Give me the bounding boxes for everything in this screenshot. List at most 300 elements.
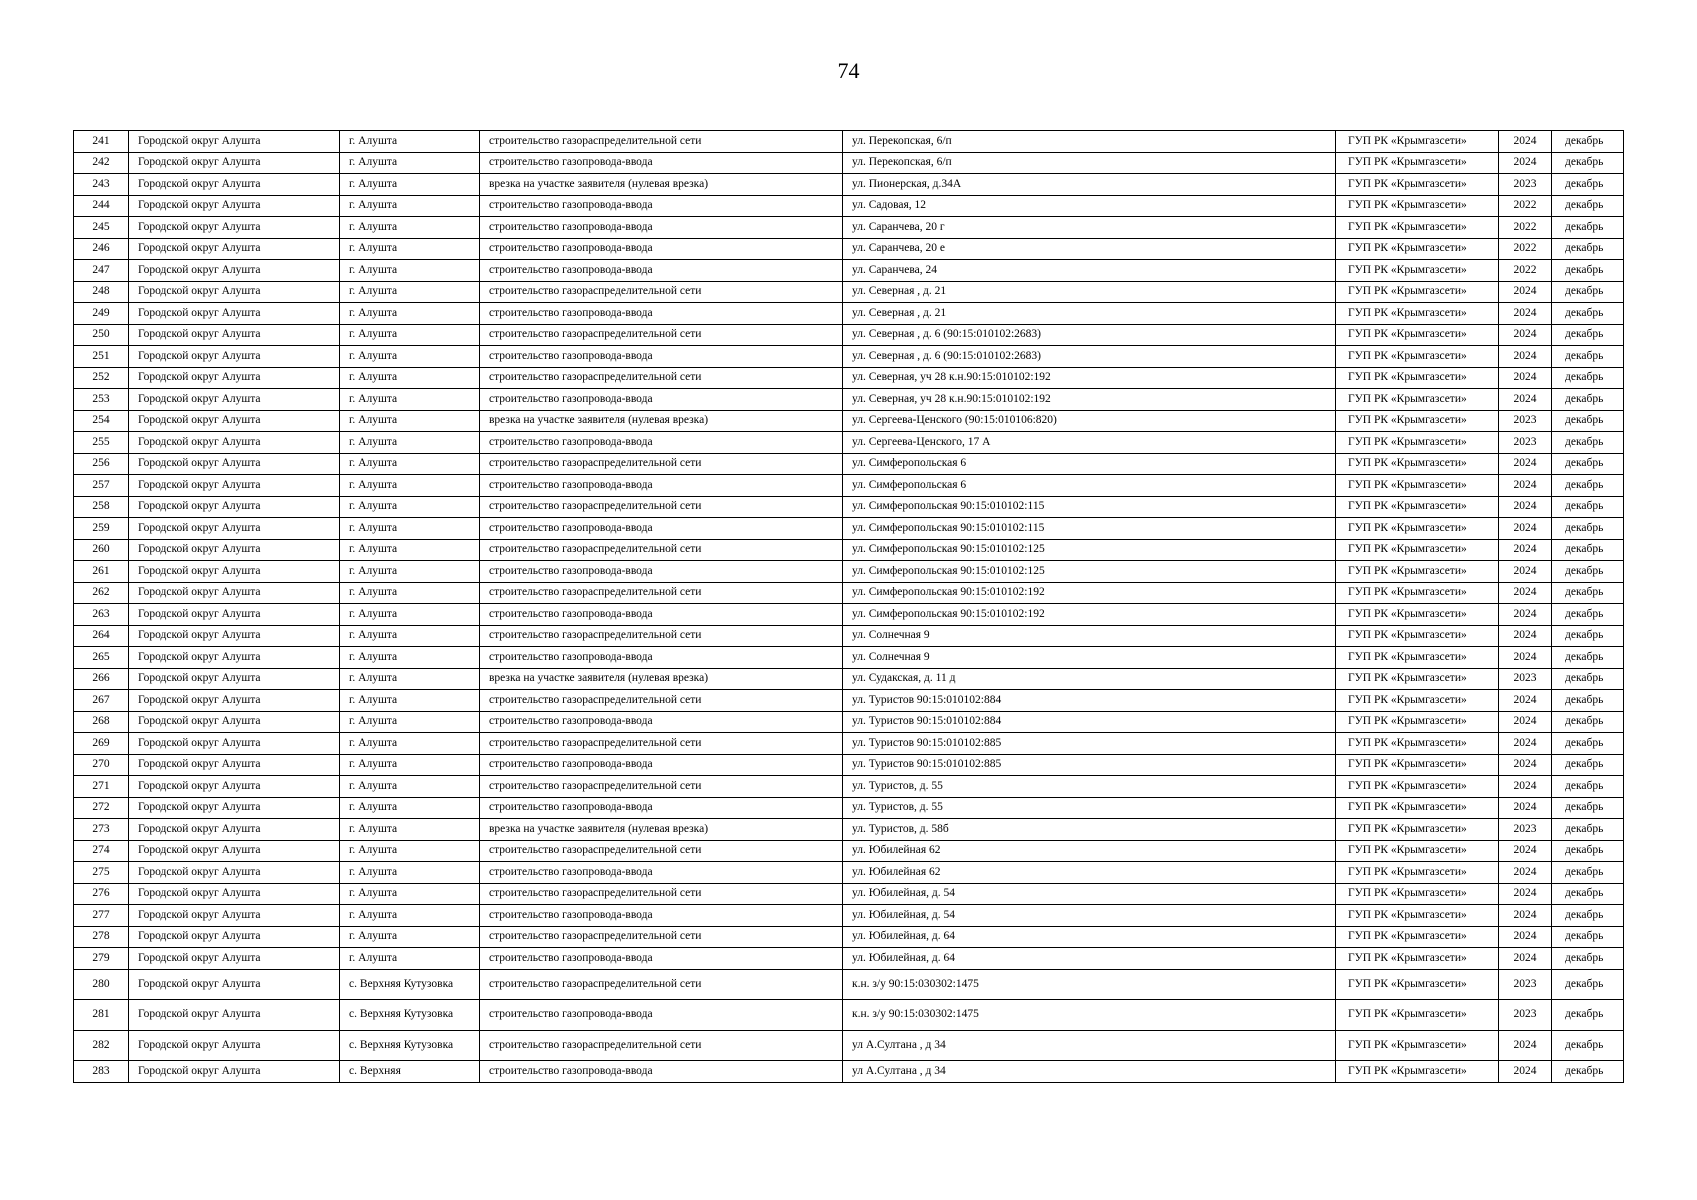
district-cell: Городской округ Алушта [129, 475, 340, 497]
address-cell: ул. Юбилейная, д. 54 [843, 905, 1336, 927]
month-cell: декабрь [1552, 883, 1624, 905]
year-cell: 2022 [1499, 217, 1552, 239]
district-cell: Городской округ Алушта [129, 582, 340, 604]
work-type-cell: врезка на участке заявителя (нулевая врезка) [480, 668, 843, 690]
row-number: 277 [74, 905, 129, 927]
row-number: 250 [74, 324, 129, 346]
locality-cell: г. Алушта [340, 883, 480, 905]
work-type-cell: строительство газопровода-ввода [480, 948, 843, 970]
month-cell: декабрь [1552, 346, 1624, 368]
row-number: 258 [74, 496, 129, 518]
table-row [74, 217, 1624, 239]
year-cell: 2024 [1499, 389, 1552, 411]
address-cell: ул. Туристов 90:15:010102:885 [843, 733, 1336, 755]
district-cell: Городской округ Алушта [129, 152, 340, 174]
work-type-cell: строительство газораспределительной сети [480, 281, 843, 303]
locality-cell: г. Алушта [340, 217, 480, 239]
table-row [74, 711, 1624, 733]
year-cell: 2024 [1499, 324, 1552, 346]
address-cell: ул. Симферопольская 6 [843, 475, 1336, 497]
table-row [74, 883, 1624, 905]
district-cell: Городской округ Алушта [129, 260, 340, 282]
row-number: 246 [74, 238, 129, 260]
address-cell: к.н. з/у 90:15:030302:1475 [843, 1000, 1336, 1031]
work-type-cell: строительство газопровода-ввода [480, 647, 843, 669]
work-type-cell: строительство газораспределительной сети [480, 453, 843, 475]
year-cell: 2024 [1499, 948, 1552, 970]
district-cell: Городской округ Алушта [129, 711, 340, 733]
locality-cell: г. Алушта [340, 432, 480, 454]
table-row [74, 797, 1624, 819]
row-number: 255 [74, 432, 129, 454]
address-cell: ул. Юбилейная 62 [843, 862, 1336, 884]
month-cell: декабрь [1552, 969, 1624, 1000]
organization-cell: ГУП РК «Крымгазсети» [1336, 754, 1499, 776]
year-cell: 2024 [1499, 840, 1552, 862]
row-number: 261 [74, 561, 129, 583]
address-cell: ул. Садовая, 12 [843, 195, 1336, 217]
year-cell: 2023 [1499, 410, 1552, 432]
month-cell: декабрь [1552, 797, 1624, 819]
year-cell: 2024 [1499, 1061, 1552, 1083]
table-row [74, 926, 1624, 948]
locality-cell: г. Алушта [340, 625, 480, 647]
row-number: 280 [74, 969, 129, 1000]
district-cell: Городской округ Алушта [129, 926, 340, 948]
table-row [74, 475, 1624, 497]
district-cell: Городской округ Алушта [129, 389, 340, 411]
work-type-cell: строительство газораспределительной сети [480, 625, 843, 647]
row-number: 260 [74, 539, 129, 561]
address-cell: ул. Симферопольская 90:15:010102:125 [843, 561, 1336, 583]
table-row [74, 260, 1624, 282]
work-type-cell: врезка на участке заявителя (нулевая врезка) [480, 410, 843, 432]
row-number: 251 [74, 346, 129, 368]
year-cell: 2024 [1499, 303, 1552, 325]
month-cell: декабрь [1552, 389, 1624, 411]
year-cell: 2024 [1499, 690, 1552, 712]
locality-cell: г. Алушта [340, 367, 480, 389]
month-cell: декабрь [1552, 948, 1624, 970]
work-type-cell: строительство газораспределительной сети [480, 496, 843, 518]
address-cell: ул. Саранчева, 20 г [843, 217, 1336, 239]
month-cell: декабрь [1552, 410, 1624, 432]
row-number: 281 [74, 1000, 129, 1031]
year-cell: 2023 [1499, 668, 1552, 690]
gasification-table [73, 130, 1624, 1083]
work-type-cell: строительство газораспределительной сети [480, 840, 843, 862]
locality-cell: г. Алушта [340, 131, 480, 153]
organization-cell: ГУП РК «Крымгазсети» [1336, 604, 1499, 626]
address-cell: ул. Юбилейная, д. 54 [843, 883, 1336, 905]
address-cell: ул. Судакская, д. 11 д [843, 668, 1336, 690]
locality-cell: г. Алушта [340, 754, 480, 776]
work-type-cell: строительство газопровода-ввода [480, 217, 843, 239]
row-number: 279 [74, 948, 129, 970]
work-type-cell: строительство газопровода-ввода [480, 797, 843, 819]
address-cell: ул. Северная, уч 28 к.н.90:15:010102:192 [843, 367, 1336, 389]
district-cell: Городской округ Алушта [129, 1000, 340, 1031]
organization-cell: ГУП РК «Крымгазсети» [1336, 905, 1499, 927]
locality-cell: г. Алушта [340, 539, 480, 561]
month-cell: декабрь [1552, 690, 1624, 712]
year-cell: 2024 [1499, 776, 1552, 798]
locality-cell: г. Алушта [340, 797, 480, 819]
district-cell: Городской округ Алушта [129, 1030, 340, 1061]
year-cell: 2024 [1499, 883, 1552, 905]
organization-cell: ГУП РК «Крымгазсети» [1336, 152, 1499, 174]
organization-cell: ГУП РК «Крымгазсети» [1336, 303, 1499, 325]
district-cell: Городской округ Алушта [129, 862, 340, 884]
district-cell: Городской округ Алушта [129, 883, 340, 905]
address-cell: ул. Саранчева, 20 е [843, 238, 1336, 260]
year-cell: 2024 [1499, 625, 1552, 647]
district-cell: Городской округ Алушта [129, 453, 340, 475]
row-number: 272 [74, 797, 129, 819]
month-cell: декабрь [1552, 367, 1624, 389]
address-cell: ул А.Султана , д 34 [843, 1030, 1336, 1061]
table-row [74, 840, 1624, 862]
work-type-cell: строительство газопровода-ввода [480, 152, 843, 174]
month-cell: декабрь [1552, 647, 1624, 669]
organization-cell: ГУП РК «Крымгазсети» [1336, 733, 1499, 755]
year-cell: 2024 [1499, 152, 1552, 174]
work-type-cell: строительство газораспределительной сети [480, 539, 843, 561]
organization-cell: ГУП РК «Крымгазсети» [1336, 862, 1499, 884]
organization-cell: ГУП РК «Крымгазсети» [1336, 475, 1499, 497]
year-cell: 2024 [1499, 862, 1552, 884]
year-cell: 2024 [1499, 346, 1552, 368]
locality-cell: г. Алушта [340, 281, 480, 303]
month-cell: декабрь [1552, 776, 1624, 798]
work-type-cell: строительство газопровода-ввода [480, 432, 843, 454]
month-cell: декабрь [1552, 518, 1624, 540]
address-cell: ул. Туристов, д. 58б [843, 819, 1336, 841]
row-number: 248 [74, 281, 129, 303]
row-number: 263 [74, 604, 129, 626]
organization-cell: ГУП РК «Крымгазсети» [1336, 561, 1499, 583]
district-cell: Городской округ Алушта [129, 905, 340, 927]
organization-cell: ГУП РК «Крымгазсети» [1336, 1061, 1499, 1083]
table-row [74, 905, 1624, 927]
table-row [74, 969, 1624, 1000]
work-type-cell: строительство газораспределительной сети [480, 582, 843, 604]
month-cell: декабрь [1552, 711, 1624, 733]
organization-cell: ГУП РК «Крымгазсети» [1336, 797, 1499, 819]
month-cell: декабрь [1552, 625, 1624, 647]
year-cell: 2024 [1499, 561, 1552, 583]
month-cell: декабрь [1552, 926, 1624, 948]
month-cell: декабрь [1552, 195, 1624, 217]
organization-cell: ГУП РК «Крымгазсети» [1336, 389, 1499, 411]
address-cell: ул. Туристов, д. 55 [843, 776, 1336, 798]
table-row [74, 690, 1624, 712]
month-cell: декабрь [1552, 238, 1624, 260]
row-number: 267 [74, 690, 129, 712]
organization-cell: ГУП РК «Крымгазсети» [1336, 948, 1499, 970]
work-type-cell: строительство газопровода-ввода [480, 1061, 843, 1083]
organization-cell: ГУП РК «Крымгазсети» [1336, 496, 1499, 518]
organization-cell: ГУП РК «Крымгазсети» [1336, 518, 1499, 540]
district-cell: Городской округ Алушта [129, 668, 340, 690]
work-type-cell: строительство газораспределительной сети [480, 883, 843, 905]
row-number: 283 [74, 1061, 129, 1083]
organization-cell: ГУП РК «Крымгазсети» [1336, 926, 1499, 948]
locality-cell: г. Алушта [340, 733, 480, 755]
organization-cell: ГУП РК «Крымгазсети» [1336, 453, 1499, 475]
work-type-cell: строительство газопровода-ввода [480, 604, 843, 626]
address-cell: ул. Юбилейная, д. 64 [843, 926, 1336, 948]
row-number: 273 [74, 819, 129, 841]
month-cell: декабрь [1552, 475, 1624, 497]
table-row [74, 389, 1624, 411]
year-cell: 2024 [1499, 1030, 1552, 1061]
work-type-cell: строительство газопровода-ввода [480, 303, 843, 325]
work-type-cell: строительство газораспределительной сети [480, 926, 843, 948]
organization-cell: ГУП РК «Крымгазсети» [1336, 217, 1499, 239]
work-type-cell: строительство газопровода-ввода [480, 561, 843, 583]
organization-cell: ГУП РК «Крымгазсети» [1336, 260, 1499, 282]
row-number: 268 [74, 711, 129, 733]
district-cell: Городской округ Алушта [129, 131, 340, 153]
year-cell: 2024 [1499, 905, 1552, 927]
locality-cell: г. Алушта [340, 410, 480, 432]
work-type-cell: строительство газопровода-ввода [480, 475, 843, 497]
row-number: 262 [74, 582, 129, 604]
district-cell: Городской округ Алушта [129, 217, 340, 239]
address-cell: ул А.Султана , д 34 [843, 1061, 1336, 1083]
address-cell: ул. Сергеева-Ценского (90:15:010106:820) [843, 410, 1336, 432]
locality-cell: г. Алушта [340, 195, 480, 217]
locality-cell: г. Алушта [340, 840, 480, 862]
locality-cell: г. Алушта [340, 260, 480, 282]
year-cell: 2023 [1499, 969, 1552, 1000]
work-type-cell: строительство газораспределительной сети [480, 131, 843, 153]
organization-cell: ГУП РК «Крымгазсети» [1336, 776, 1499, 798]
district-cell: Городской округ Алушта [129, 496, 340, 518]
organization-cell: ГУП РК «Крымгазсети» [1336, 281, 1499, 303]
district-cell: Городской округ Алушта [129, 1061, 340, 1083]
work-type-cell: строительство газопровода-ввода [480, 238, 843, 260]
address-cell: ул. Туристов 90:15:010102:884 [843, 690, 1336, 712]
month-cell: декабрь [1552, 561, 1624, 583]
table-row [74, 668, 1624, 690]
district-cell: Городской округ Алушта [129, 539, 340, 561]
district-cell: Городской округ Алушта [129, 647, 340, 669]
locality-cell: г. Алушта [340, 690, 480, 712]
organization-cell: ГУП РК «Крымгазсети» [1336, 432, 1499, 454]
month-cell: декабрь [1552, 281, 1624, 303]
row-number: 264 [74, 625, 129, 647]
district-cell: Городской округ Алушта [129, 754, 340, 776]
year-cell: 2024 [1499, 475, 1552, 497]
year-cell: 2024 [1499, 582, 1552, 604]
district-cell: Городской округ Алушта [129, 948, 340, 970]
district-cell: Городской округ Алушта [129, 733, 340, 755]
address-cell: ул. Солнечная 9 [843, 625, 1336, 647]
address-cell: ул. Пионерская, д.34А [843, 174, 1336, 196]
address-cell: ул. Симферопольская 90:15:010102:125 [843, 539, 1336, 561]
table-row [74, 281, 1624, 303]
year-cell: 2023 [1499, 432, 1552, 454]
district-cell: Городской округ Алушта [129, 819, 340, 841]
locality-cell: с. Верхняя Кутузовка [340, 1000, 480, 1031]
address-cell: ул. Солнечная 9 [843, 647, 1336, 669]
organization-cell: ГУП РК «Крымгазсети» [1336, 410, 1499, 432]
year-cell: 2024 [1499, 733, 1552, 755]
month-cell: декабрь [1552, 152, 1624, 174]
work-type-cell: строительство газопровода-ввода [480, 754, 843, 776]
row-number: 259 [74, 518, 129, 540]
table-row [74, 131, 1624, 153]
organization-cell: ГУП РК «Крымгазсети» [1336, 819, 1499, 841]
year-cell: 2024 [1499, 647, 1552, 669]
table-row [74, 647, 1624, 669]
locality-cell: г. Алушта [340, 948, 480, 970]
table-row [74, 1030, 1624, 1061]
row-number: 241 [74, 131, 129, 153]
locality-cell: г. Алушта [340, 496, 480, 518]
table-row [74, 432, 1624, 454]
table-row [74, 625, 1624, 647]
address-cell: ул. Туристов, д. 55 [843, 797, 1336, 819]
organization-cell: ГУП РК «Крымгазсети» [1336, 131, 1499, 153]
month-cell: декабрь [1552, 303, 1624, 325]
work-type-cell: строительство газопровода-ввода [480, 1000, 843, 1031]
organization-cell: ГУП РК «Крымгазсети» [1336, 367, 1499, 389]
district-cell: Городской округ Алушта [129, 195, 340, 217]
table-row [74, 754, 1624, 776]
row-number: 254 [74, 410, 129, 432]
locality-cell: г. Алушта [340, 905, 480, 927]
address-cell: ул. Саранчева, 24 [843, 260, 1336, 282]
organization-cell: ГУП РК «Крымгазсети» [1336, 539, 1499, 561]
address-cell: ул. Туристов 90:15:010102:885 [843, 754, 1336, 776]
work-type-cell: строительство газопровода-ввода [480, 862, 843, 884]
district-cell: Городской округ Алушта [129, 776, 340, 798]
district-cell: Городской округ Алушта [129, 625, 340, 647]
year-cell: 2024 [1499, 453, 1552, 475]
locality-cell: г. Алушта [340, 668, 480, 690]
locality-cell: г. Алушта [340, 647, 480, 669]
district-cell: Городской округ Алушта [129, 410, 340, 432]
month-cell: декабрь [1552, 324, 1624, 346]
locality-cell: г. Алушта [340, 776, 480, 798]
year-cell: 2022 [1499, 238, 1552, 260]
work-type-cell: строительство газораспределительной сети [480, 324, 843, 346]
year-cell: 2024 [1499, 518, 1552, 540]
work-type-cell: строительство газопровода-ввода [480, 905, 843, 927]
table-row [74, 948, 1624, 970]
month-cell: декабрь [1552, 539, 1624, 561]
district-cell: Городской округ Алушта [129, 367, 340, 389]
table-row [74, 152, 1624, 174]
district-cell: Городской округ Алушта [129, 690, 340, 712]
row-number: 275 [74, 862, 129, 884]
year-cell: 2024 [1499, 604, 1552, 626]
address-cell: ул. Сергеева-Ценского, 17 А [843, 432, 1336, 454]
year-cell: 2023 [1499, 174, 1552, 196]
month-cell: декабрь [1552, 432, 1624, 454]
locality-cell: г. Алушта [340, 926, 480, 948]
organization-cell: ГУП РК «Крымгазсети» [1336, 883, 1499, 905]
table-row [74, 410, 1624, 432]
address-cell: ул. Северная , д. 6 (90:15:010102:2683) [843, 324, 1336, 346]
locality-cell: г. Алушта [340, 711, 480, 733]
district-cell: Городской округ Алушта [129, 174, 340, 196]
organization-cell: ГУП РК «Крымгазсети» [1336, 840, 1499, 862]
address-cell: ул. Северная , д. 6 (90:15:010102:2683) [843, 346, 1336, 368]
month-cell: декабрь [1552, 1030, 1624, 1061]
district-cell: Городской округ Алушта [129, 346, 340, 368]
year-cell: 2022 [1499, 260, 1552, 282]
page-number: 74 [837, 58, 860, 83]
district-cell: Городской округ Алушта [129, 604, 340, 626]
row-number: 245 [74, 217, 129, 239]
address-cell: ул. Юбилейная, д. 64 [843, 948, 1336, 970]
table-row [74, 346, 1624, 368]
table-row [74, 174, 1624, 196]
table-row [74, 733, 1624, 755]
locality-cell: г. Алушта [340, 152, 480, 174]
address-cell: ул. Симферопольская 6 [843, 453, 1336, 475]
work-type-cell: строительство газораспределительной сети [480, 776, 843, 798]
table-row [74, 518, 1624, 540]
year-cell: 2024 [1499, 281, 1552, 303]
month-cell: декабрь [1552, 260, 1624, 282]
year-cell: 2024 [1499, 539, 1552, 561]
row-number: 269 [74, 733, 129, 755]
organization-cell: ГУП РК «Крымгазсети» [1336, 711, 1499, 733]
organization-cell: ГУП РК «Крымгазсети» [1336, 668, 1499, 690]
locality-cell: г. Алушта [340, 561, 480, 583]
row-number: 249 [74, 303, 129, 325]
organization-cell: ГУП РК «Крымгазсети» [1336, 346, 1499, 368]
district-cell: Городской округ Алушта [129, 432, 340, 454]
row-number: 276 [74, 883, 129, 905]
table-row [74, 367, 1624, 389]
work-type-cell: строительство газопровода-ввода [480, 260, 843, 282]
address-cell: ул. Северная , д. 21 [843, 303, 1336, 325]
year-cell: 2024 [1499, 131, 1552, 153]
table-row [74, 604, 1624, 626]
locality-cell: г. Алушта [340, 475, 480, 497]
table-row [74, 496, 1624, 518]
table-row [74, 819, 1624, 841]
work-type-cell: врезка на участке заявителя (нулевая врезка) [480, 174, 843, 196]
district-cell: Городской округ Алушта [129, 561, 340, 583]
work-type-cell: строительство газопровода-ввода [480, 389, 843, 411]
locality-cell: г. Алушта [340, 324, 480, 346]
table-row [74, 1061, 1624, 1083]
work-type-cell: строительство газопровода-ввода [480, 195, 843, 217]
table-row [74, 303, 1624, 325]
locality-cell: г. Алушта [340, 389, 480, 411]
locality-cell: г. Алушта [340, 819, 480, 841]
district-cell: Городской округ Алушта [129, 797, 340, 819]
work-type-cell: врезка на участке заявителя (нулевая врезка) [480, 819, 843, 841]
organization-cell: ГУП РК «Крымгазсети» [1336, 324, 1499, 346]
organization-cell: ГУП РК «Крымгазсети» [1336, 582, 1499, 604]
work-type-cell: строительство газораспределительной сети [480, 969, 843, 1000]
locality-cell: с. Верхняя Кутузовка [340, 1030, 480, 1061]
table-row [74, 195, 1624, 217]
row-number: 271 [74, 776, 129, 798]
year-cell: 2023 [1499, 1000, 1552, 1031]
row-number: 242 [74, 152, 129, 174]
work-type-cell: строительство газопровода-ввода [480, 711, 843, 733]
year-cell: 2024 [1499, 797, 1552, 819]
